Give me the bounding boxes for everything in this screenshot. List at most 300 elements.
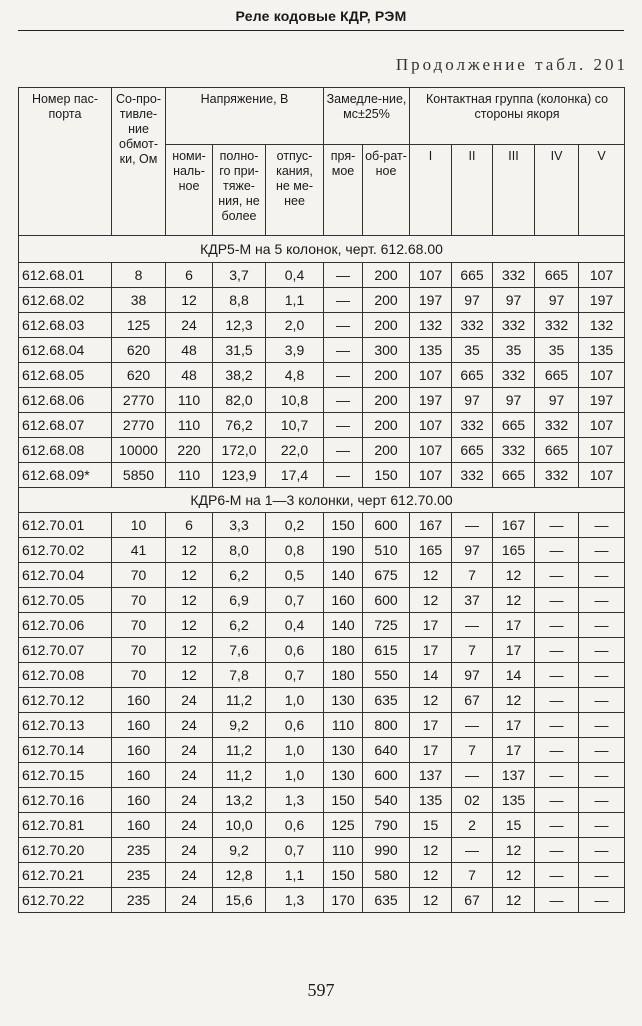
table-cell: 2770 — [112, 413, 166, 438]
table-cell: 12 — [410, 563, 452, 588]
table-cell: 200 — [363, 388, 410, 413]
table-cell: 600 — [363, 763, 410, 788]
table-cell: — — [535, 713, 579, 738]
table-cell: — — [535, 588, 579, 613]
header-rule — [18, 30, 624, 31]
table-cell: 130 — [324, 738, 363, 763]
passport-number-cell: 612.70.15 — [19, 763, 112, 788]
table-cell: 197 — [410, 288, 452, 313]
table-cell: 180 — [324, 638, 363, 663]
table-cell: 2 — [452, 813, 493, 838]
passport-number-cell: 612.70.08 — [19, 663, 112, 688]
table-cell: 107 — [410, 438, 452, 463]
table-cell: 332 — [452, 413, 493, 438]
table-cell: 97 — [493, 388, 535, 413]
passport-number-cell: 612.68.05 — [19, 363, 112, 388]
table-cell: — — [535, 663, 579, 688]
table-cell: 107 — [579, 263, 625, 288]
table-cell: 10 — [112, 513, 166, 538]
relay-data-table — [18, 87, 625, 913]
table-cell: 10,8 — [266, 388, 324, 413]
table-cell: 132 — [579, 313, 625, 338]
table-cell: 24 — [166, 888, 213, 913]
table-cell: 665 — [452, 363, 493, 388]
table-cell: 24 — [166, 863, 213, 888]
table-cell: 7 — [452, 863, 493, 888]
table-cell: 10,7 — [266, 413, 324, 438]
passport-number-cell: 612.70.20 — [19, 838, 112, 863]
table-cell: 17 — [493, 738, 535, 763]
table-cell: 35 — [493, 338, 535, 363]
table-cell: 107 — [579, 438, 625, 463]
table-row — [19, 263, 625, 288]
table-cell: 235 — [112, 863, 166, 888]
table-cell: — — [535, 813, 579, 838]
table-cell: — — [535, 613, 579, 638]
table-cell: 10,0 — [213, 813, 266, 838]
table-cell: 24 — [166, 763, 213, 788]
table-cell: 12,3 — [213, 313, 266, 338]
passport-number-cell: 612.68.02 — [19, 288, 112, 313]
table-cell: 17 — [410, 738, 452, 763]
table-cell: 640 — [363, 738, 410, 763]
table-cell: 0,4 — [266, 613, 324, 638]
table-cell: 235 — [112, 888, 166, 913]
table-cell: 150 — [324, 863, 363, 888]
table-cell: 332 — [535, 313, 579, 338]
table-cell: — — [579, 638, 625, 663]
table-cell: 48 — [166, 363, 213, 388]
table-cell: — — [579, 738, 625, 763]
table-cell: 332 — [493, 438, 535, 463]
table-cell: 8,0 — [213, 538, 266, 563]
passport-number-cell: 612.70.07 — [19, 638, 112, 663]
table-cell: 107 — [579, 363, 625, 388]
table-cell: 17 — [410, 613, 452, 638]
passport-number-cell: 612.70.05 — [19, 588, 112, 613]
table-cell: 70 — [112, 663, 166, 688]
header-delay: Замедле-ние, мс±25% — [324, 88, 410, 145]
table-cell: 110 — [324, 713, 363, 738]
table-cell: 107 — [410, 263, 452, 288]
table-cell: 160 — [112, 813, 166, 838]
table-cell: 6,2 — [213, 613, 266, 638]
table-cell: 10000 — [112, 438, 166, 463]
table-cell: — — [579, 663, 625, 688]
table-cell: 12 — [410, 688, 452, 713]
passport-number-cell: 612.70.02 — [19, 538, 112, 563]
table-cell: 150 — [324, 513, 363, 538]
table-cell: 7,8 — [213, 663, 266, 688]
table-cell: — — [579, 538, 625, 563]
table-row — [19, 738, 625, 763]
table-cell: 7 — [452, 738, 493, 763]
table-cell: — — [452, 713, 493, 738]
table-cell: 160 — [112, 688, 166, 713]
table-row — [19, 363, 625, 388]
table-cell: 12 — [493, 563, 535, 588]
table-cell: 167 — [410, 513, 452, 538]
header-column-1: I — [410, 145, 452, 236]
table-cell: — — [579, 888, 625, 913]
passport-number-cell: 612.68.03 — [19, 313, 112, 338]
table-cell: 35 — [452, 338, 493, 363]
table-cell: 12 — [410, 863, 452, 888]
table-cell: 800 — [363, 713, 410, 738]
table-cell: 12 — [166, 588, 213, 613]
table-cell: 135 — [493, 788, 535, 813]
table-cell: 70 — [112, 638, 166, 663]
table-row — [19, 313, 625, 338]
table-cell: 160 — [112, 763, 166, 788]
table-cell: — — [579, 713, 625, 738]
passport-number-cell: 612.70.21 — [19, 863, 112, 888]
table-cell: — — [579, 613, 625, 638]
table-cell: 197 — [579, 388, 625, 413]
table-cell: 97 — [493, 288, 535, 313]
passport-number-cell: 612.68.07 — [19, 413, 112, 438]
table-cell: — — [579, 513, 625, 538]
table-row — [19, 588, 625, 613]
table-cell: 6 — [166, 513, 213, 538]
table-cell: 1,0 — [266, 688, 324, 713]
table-cell: 1,1 — [266, 288, 324, 313]
table-cell: 24 — [166, 813, 213, 838]
table-cell: 97 — [452, 388, 493, 413]
table-row — [19, 863, 625, 888]
table-cell: 197 — [579, 288, 625, 313]
table-cell: 125 — [112, 313, 166, 338]
table-cell: 1,3 — [266, 788, 324, 813]
table-cell: 24 — [166, 688, 213, 713]
passport-number-cell: 612.70.13 — [19, 713, 112, 738]
table-cell: 7 — [452, 563, 493, 588]
table-cell: 150 — [363, 463, 410, 488]
passport-number-cell: 612.68.04 — [19, 338, 112, 363]
table-cell: — — [535, 688, 579, 713]
table-cell: 132 — [410, 313, 452, 338]
table-cell: 123,9 — [213, 463, 266, 488]
table-cell: 12 — [166, 638, 213, 663]
table-cell: 2770 — [112, 388, 166, 413]
table-cell: 665 — [535, 438, 579, 463]
passport-number-cell: 612.68.09* — [19, 463, 112, 488]
table-cell: 0,5 — [266, 563, 324, 588]
table-cell: 540 — [363, 788, 410, 813]
table-header — [19, 88, 625, 236]
table-cell: 12 — [166, 613, 213, 638]
table-cell: 70 — [112, 588, 166, 613]
table-row — [19, 813, 625, 838]
table-cell: 70 — [112, 563, 166, 588]
header-passport: Номер пас-порта — [19, 88, 112, 236]
header-contact-group: Контактная группа (колонка) со стороны якоря — [410, 88, 625, 145]
table-cell: 110 — [324, 838, 363, 863]
table-cell: 15 — [410, 813, 452, 838]
table-cell: 7 — [452, 638, 493, 663]
section-row — [19, 488, 625, 513]
passport-number-cell: 612.68.08 — [19, 438, 112, 463]
table-cell: 110 — [166, 413, 213, 438]
table-cell: 140 — [324, 613, 363, 638]
header-resistance: Со-про-тивле-ние обмот-ки, Ом — [112, 88, 166, 236]
table-cell: 235 — [112, 838, 166, 863]
table-cell: 3,7 — [213, 263, 266, 288]
table-row — [19, 463, 625, 488]
table-cell: 12 — [493, 863, 535, 888]
table-cell: 160 — [324, 588, 363, 613]
table-cell: 70 — [112, 613, 166, 638]
table-cell: 97 — [452, 538, 493, 563]
table-cell: 110 — [166, 463, 213, 488]
table-cell: 17 — [493, 713, 535, 738]
table-cell: 35 — [535, 338, 579, 363]
table-cell: 1,1 — [266, 863, 324, 888]
table-cell: 137 — [410, 763, 452, 788]
table-cell: 12 — [493, 838, 535, 863]
table-cell: — — [324, 388, 363, 413]
table-cell: 990 — [363, 838, 410, 863]
table-cell: 3,3 — [213, 513, 266, 538]
table-cell: — — [535, 513, 579, 538]
table-cell: 8 — [112, 263, 166, 288]
table-cell: — — [535, 838, 579, 863]
table-row — [19, 638, 625, 663]
table-cell: — — [452, 513, 493, 538]
table-cell: 0,6 — [266, 813, 324, 838]
table-cell: — — [579, 588, 625, 613]
header-column-4: IV — [535, 145, 579, 236]
table-cell: 12 — [166, 288, 213, 313]
table-cell: 167 — [493, 513, 535, 538]
table-cell: — — [579, 838, 625, 863]
continuation-title: Продолжение табл. 201 — [395, 55, 628, 74]
table-cell: 12 — [410, 888, 452, 913]
table-cell: 332 — [452, 313, 493, 338]
table-cell: 38,2 — [213, 363, 266, 388]
table-cell: 0,6 — [266, 638, 324, 663]
table-cell: — — [535, 638, 579, 663]
table-cell: 600 — [363, 513, 410, 538]
table-cell: 22,0 — [266, 438, 324, 463]
section-title: КДР6-М на 1—3 колонки, черт 612.70.00 — [19, 488, 625, 513]
section-title: КДР5-М на 5 колонок, черт. 612.68.00 — [19, 236, 625, 263]
table-cell: 200 — [363, 313, 410, 338]
table-cell: 332 — [452, 463, 493, 488]
table-cell: 615 — [363, 638, 410, 663]
table-cell: 1,0 — [266, 763, 324, 788]
table-cell: 200 — [363, 288, 410, 313]
table-row — [19, 888, 625, 913]
table-cell: 200 — [363, 363, 410, 388]
table-cell: — — [452, 763, 493, 788]
running-head: Реле кодовые КДР, РЭМ — [235, 8, 407, 24]
table-cell: 665 — [452, 438, 493, 463]
table-cell: 9,2 — [213, 713, 266, 738]
table-cell: 6 — [166, 263, 213, 288]
table-cell: 135 — [579, 338, 625, 363]
table-cell: 332 — [493, 263, 535, 288]
table-cell: — — [452, 838, 493, 863]
table-cell: 6,9 — [213, 588, 266, 613]
table-cell: 12 — [410, 838, 452, 863]
table-cell: 6,2 — [213, 563, 266, 588]
table-cell: 12 — [166, 663, 213, 688]
table-cell: 160 — [112, 788, 166, 813]
table-cell: — — [324, 363, 363, 388]
table-cell: 665 — [535, 263, 579, 288]
table-cell: 190 — [324, 538, 363, 563]
table-cell: 130 — [324, 688, 363, 713]
table-cell: 0,2 — [266, 513, 324, 538]
table-cell: 12 — [410, 588, 452, 613]
table-cell: 24 — [166, 713, 213, 738]
table-cell: 17 — [410, 638, 452, 663]
table-cell: 97 — [452, 288, 493, 313]
table-cell: 4,8 — [266, 363, 324, 388]
table-cell: 135 — [410, 338, 452, 363]
table-row — [19, 538, 625, 563]
table-cell: 11,2 — [213, 738, 266, 763]
table-cell: 125 — [324, 813, 363, 838]
table-cell: 5850 — [112, 463, 166, 488]
table-cell: 620 — [112, 363, 166, 388]
table-cell: 38 — [112, 288, 166, 313]
table-cell: 332 — [535, 463, 579, 488]
table-cell: 665 — [493, 413, 535, 438]
table-cell: 635 — [363, 688, 410, 713]
passport-number-cell: 612.70.14 — [19, 738, 112, 763]
table-row — [19, 713, 625, 738]
header-delay-reverse: об-рат-ное — [363, 145, 410, 236]
table-cell: 165 — [410, 538, 452, 563]
table-cell: — — [324, 438, 363, 463]
table-cell: — — [452, 613, 493, 638]
table-cell: 24 — [166, 838, 213, 863]
passport-number-cell: 612.70.22 — [19, 888, 112, 913]
table-cell: 107 — [410, 463, 452, 488]
table-cell: — — [535, 738, 579, 763]
table-cell: 600 — [363, 588, 410, 613]
header-voltage-nominal: номи-наль-ное — [166, 145, 213, 236]
header-column-5: V — [579, 145, 625, 236]
table-cell: 110 — [166, 388, 213, 413]
table-cell: 790 — [363, 813, 410, 838]
table-cell: 550 — [363, 663, 410, 688]
table-cell: 17,4 — [266, 463, 324, 488]
table-row — [19, 788, 625, 813]
table-cell: 67 — [452, 888, 493, 913]
table-cell: 300 — [363, 338, 410, 363]
table-cell: — — [535, 863, 579, 888]
table-cell: 165 — [493, 538, 535, 563]
table-cell: 02 — [452, 788, 493, 813]
table-cell: 31,5 — [213, 338, 266, 363]
table-cell: 160 — [112, 738, 166, 763]
table-cell: 2,0 — [266, 313, 324, 338]
table-cell: 1,3 — [266, 888, 324, 913]
table-row — [19, 388, 625, 413]
table-cell: 11,2 — [213, 763, 266, 788]
table-row — [19, 663, 625, 688]
table-cell: 725 — [363, 613, 410, 638]
table-cell: — — [324, 263, 363, 288]
header-voltage: Напряжение, В — [166, 88, 324, 145]
table-cell: 24 — [166, 313, 213, 338]
table-cell: 15,6 — [213, 888, 266, 913]
table-cell: 140 — [324, 563, 363, 588]
table-cell: 665 — [493, 463, 535, 488]
table-cell: 97 — [535, 288, 579, 313]
table-cell: 12 — [493, 688, 535, 713]
table-cell: 0,6 — [266, 713, 324, 738]
table-cell: 11,2 — [213, 688, 266, 713]
table-cell: — — [324, 463, 363, 488]
table-cell: 67 — [452, 688, 493, 713]
table-cell: 107 — [579, 413, 625, 438]
table-cell: — — [535, 788, 579, 813]
table-cell: — — [579, 813, 625, 838]
table-cell: 675 — [363, 563, 410, 588]
table-cell: — — [579, 763, 625, 788]
table-cell: 332 — [493, 313, 535, 338]
table-cell: 41 — [112, 538, 166, 563]
table-cell: 17 — [493, 613, 535, 638]
table-cell: 13,2 — [213, 788, 266, 813]
table-cell: 200 — [363, 413, 410, 438]
table-cell: 665 — [535, 363, 579, 388]
table-row — [19, 563, 625, 588]
table-cell: 160 — [112, 713, 166, 738]
passport-number-cell: 612.70.12 — [19, 688, 112, 713]
table-cell: 17 — [410, 713, 452, 738]
header-delay-direct: пря-мое — [324, 145, 363, 236]
table-cell: — — [324, 313, 363, 338]
table-cell: — — [579, 688, 625, 713]
table-cell: — — [535, 763, 579, 788]
table-row — [19, 413, 625, 438]
passport-number-cell: 612.70.16 — [19, 788, 112, 813]
table-cell: 0,8 — [266, 538, 324, 563]
table-cell: 24 — [166, 788, 213, 813]
table-cell: 200 — [363, 438, 410, 463]
table-cell: 48 — [166, 338, 213, 363]
table-cell: 17 — [493, 638, 535, 663]
page-number: 597 — [307, 980, 335, 1000]
table-cell: 130 — [324, 763, 363, 788]
passport-number-cell: 612.68.06 — [19, 388, 112, 413]
table-row — [19, 338, 625, 363]
header-voltage-release: отпус-кания, не ме-нее — [266, 145, 324, 236]
table-cell: 0,4 — [266, 263, 324, 288]
table-cell: 332 — [535, 413, 579, 438]
passport-number-cell: 612.70.04 — [19, 563, 112, 588]
table-cell: 3,9 — [266, 338, 324, 363]
table-cell: 150 — [324, 788, 363, 813]
table-cell: 0,7 — [266, 663, 324, 688]
table-cell: 180 — [324, 663, 363, 688]
header-voltage-pull: полно-го при-тяже-ния, не более — [213, 145, 266, 236]
table-cell: 170 — [324, 888, 363, 913]
table-cell: 665 — [452, 263, 493, 288]
table-row — [19, 613, 625, 638]
table-cell: 76,2 — [213, 413, 266, 438]
table-cell: 620 — [112, 338, 166, 363]
table-cell: 12 — [493, 588, 535, 613]
table-cell: — — [579, 788, 625, 813]
table-row — [19, 438, 625, 463]
table-cell: 0,7 — [266, 838, 324, 863]
